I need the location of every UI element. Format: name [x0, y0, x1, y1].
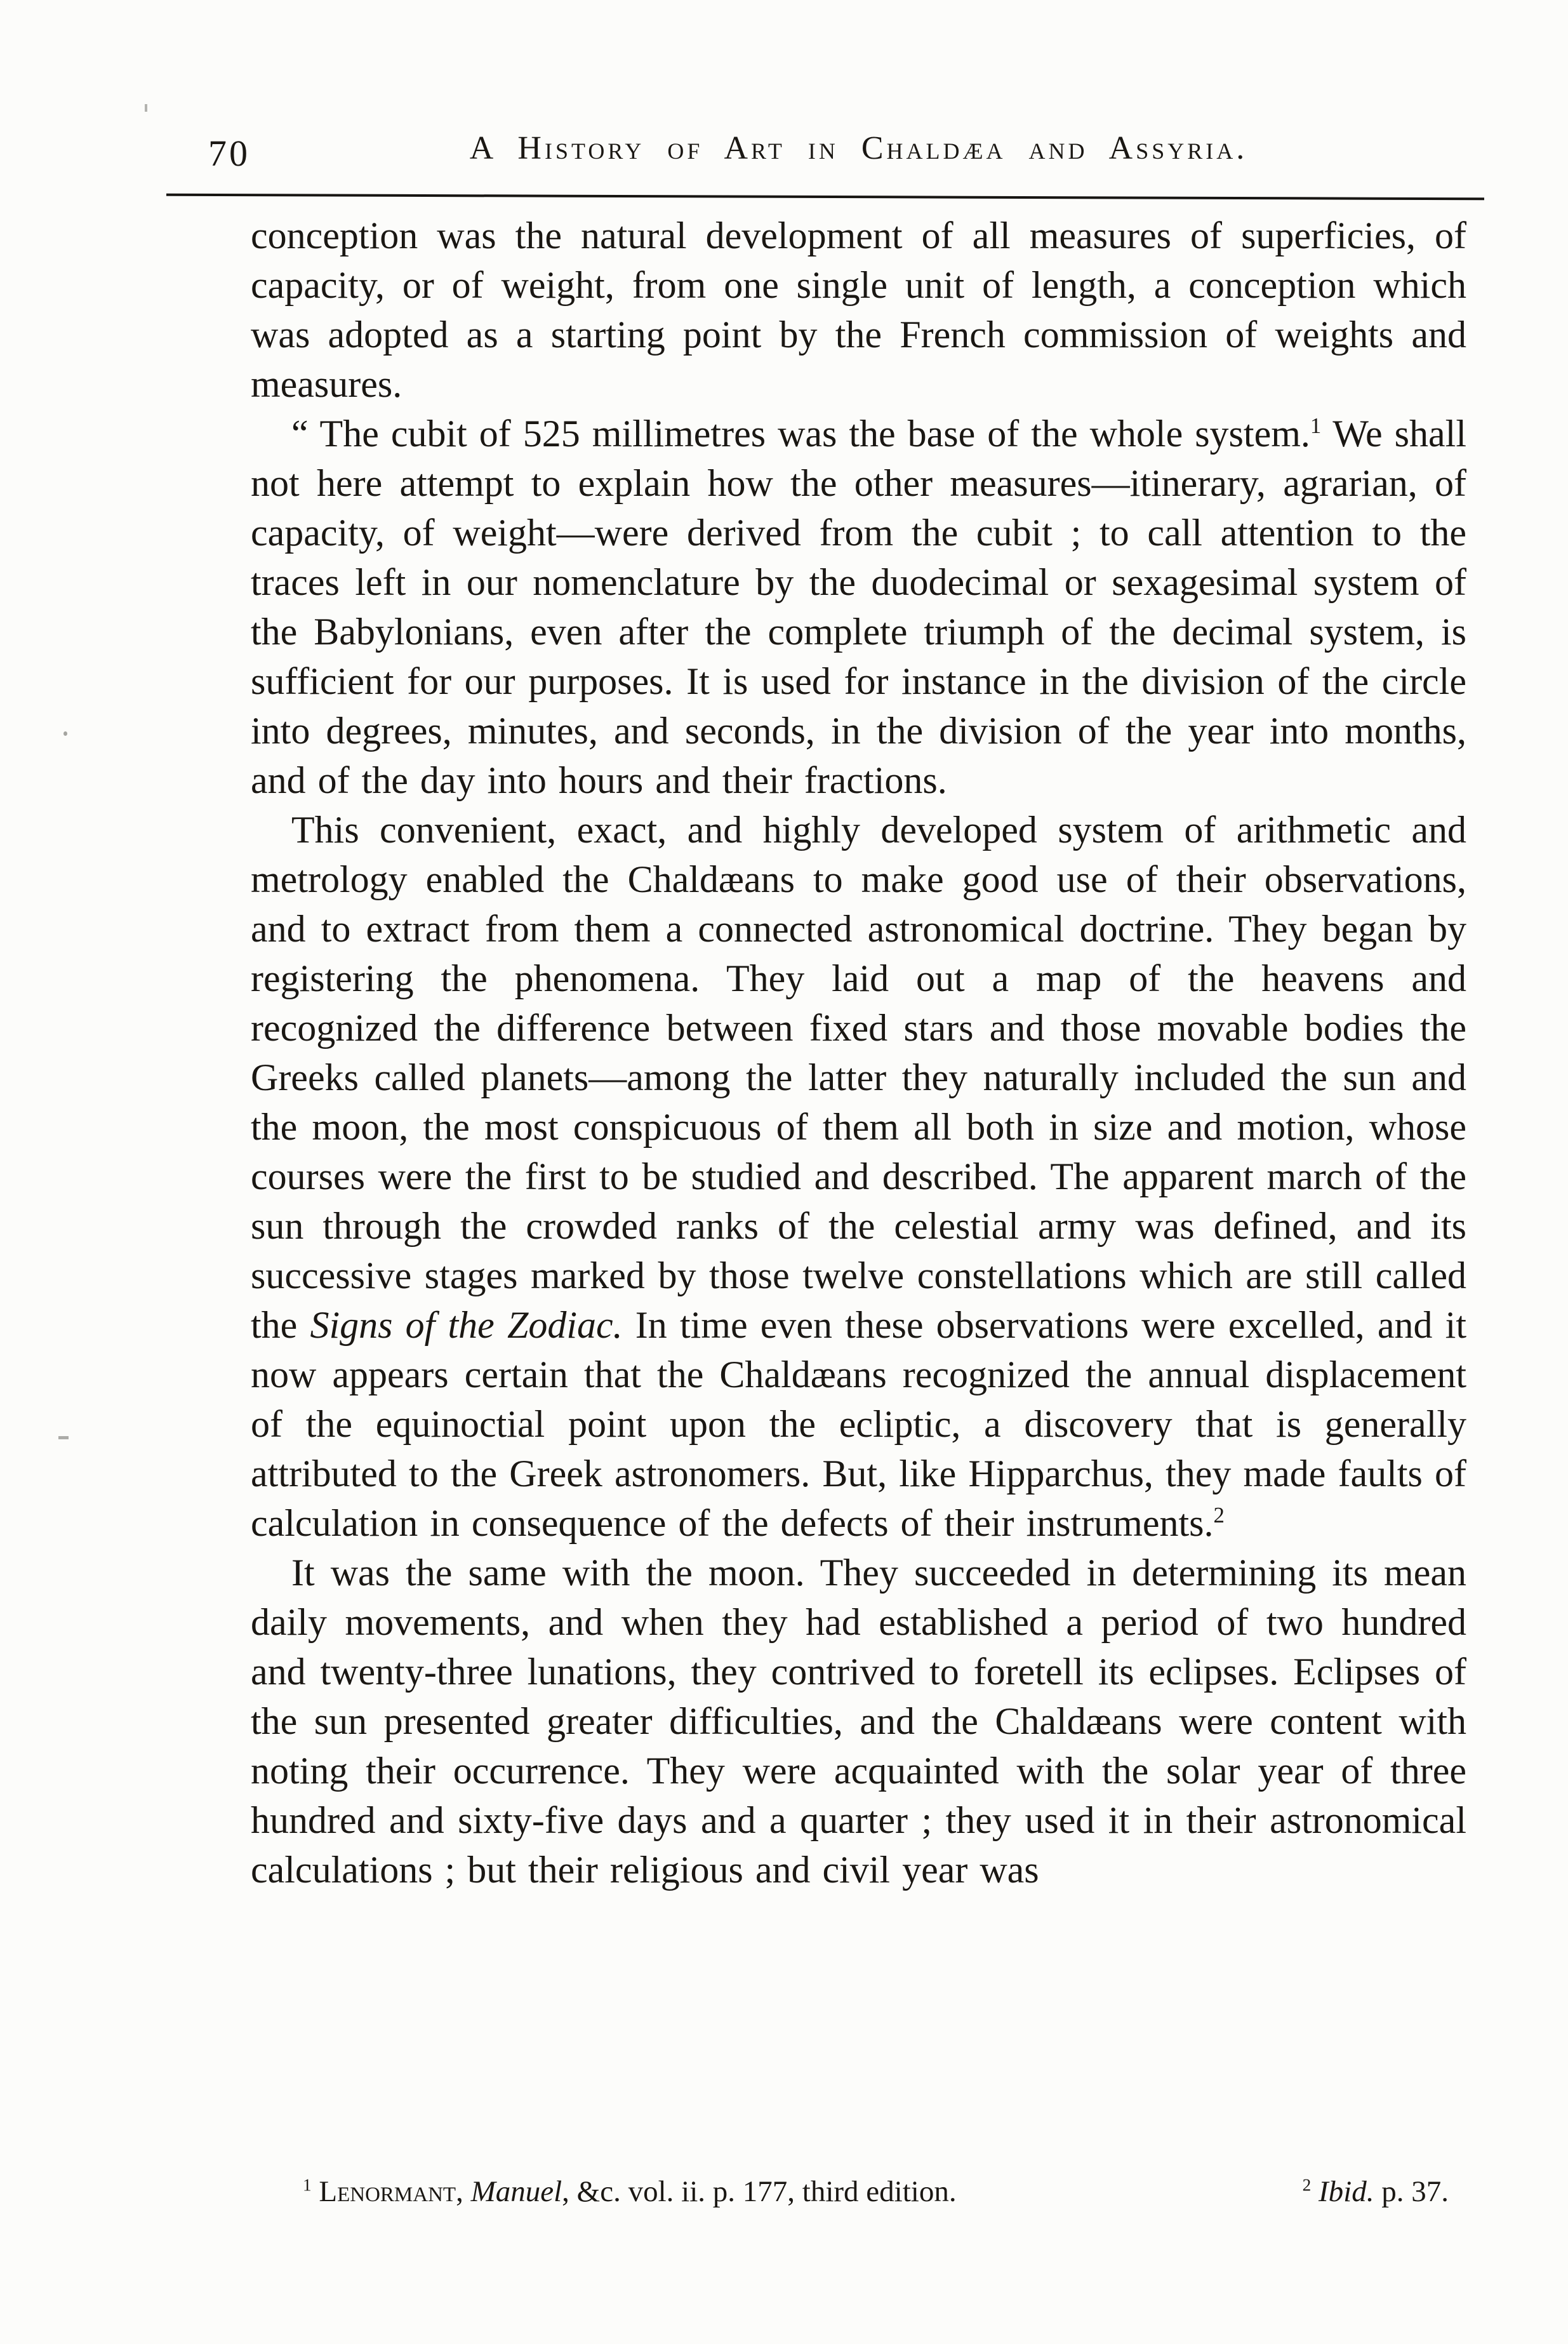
- scan-speck: [63, 731, 67, 736]
- footnotes: [251, 2173, 1466, 2211]
- body-paragraph: [251, 211, 1466, 409]
- footnote-text: Ibid.: [1319, 2175, 1374, 2208]
- text-run: “ The cubit of 525 millimetres was the base of the whole system.: [291, 413, 1310, 455]
- text-run: Signs of the Zodiac.: [310, 1304, 623, 1346]
- text-run: In time even these observations were excelled, and it now appears certain that the Chaldæans recognized the annual displacement of the equinoctial point upon the ecliptic, a discovery that is generally attributed to the Greek astronomers. But, like Hipparchus, they made faults of calculation in consequence of the defects of their instruments.: [251, 1304, 1466, 1544]
- footnote-ref: 1: [1310, 413, 1322, 438]
- footnote-text: ,: [456, 2175, 471, 2208]
- footnote-ref: 2: [1213, 1503, 1225, 1528]
- footnote-text: Lenormant: [319, 2175, 456, 2208]
- footnote-text: Manuel: [470, 2175, 562, 2208]
- footnote-marker: 2: [1302, 2175, 1312, 2195]
- body-paragraph: [251, 409, 1466, 805]
- body-paragraph: [251, 1548, 1466, 1895]
- page-number: 70: [208, 133, 250, 174]
- footnote: [1303, 2173, 1449, 2211]
- text-run: We shall not here attempt to explain how the other measures—itinerary, agrarian, of capacity, of weight—were derived from the cubit ; to call attention to the traces left in our nomenclature by the duodecimal or sexagesimal system of the Babylonians, even after the complete triumph of the decimal system, is sufficient for our purposes. It is used for instance in the division of the circle into degrees, minutes, and seconds, in the division of the year into months, and of the day into hours and their fractions.: [251, 413, 1466, 801]
- body-text: [251, 211, 1466, 1895]
- scan-speck: [145, 104, 147, 112]
- running-title: A History of Art in Chaldæa and Assyria.: [469, 130, 1248, 166]
- footnote: [303, 2173, 957, 2211]
- footnote-text: , &c. vol. ii. p. 177, third edition.: [562, 2175, 957, 2208]
- text-run: It was the same with the moon. They succeeded in determining its mean daily movements, and when they had established a period of two hundred and twenty-three lunations, they contrived to foretell its eclipses. Eclipses of the sun presented greater difficulties, and the Chaldæans were content with noting their occurrence. They were acquainted with the solar year of three hundred and sixty-five days and a quarter ; they used it in their astronomical calculations ; but their religious and civil year was: [251, 1552, 1466, 1891]
- header-rule: [166, 194, 1484, 201]
- footnote-text: p. 37.: [1374, 2175, 1449, 2208]
- text-run: conception was the natural development of all measures of superficies, of capacity, or of weight, from one single unit of length, a conception which was adopted as a starting point by the French commission of weights and measures.: [251, 215, 1466, 405]
- footnote-marker: 1: [303, 2175, 312, 2195]
- scan-speck: [58, 1436, 69, 1439]
- body-paragraph: [251, 805, 1466, 1548]
- page-header: [0, 127, 1568, 178]
- text-run: This convenient, exact, and highly developed system of arithmetic and metrology enabled the Chaldæans to make good use of their observations, and to extract from them a connected astronomical doctrine. They began by registering the phenomena. They laid out a map of the heavens and recognized the difference between fixed stars and those movable bodies the Greeks called planets—among the latter they naturally included the sun and the moon, the most conspicuous of them all both in size and motion, whose courses were the first to be studied and described. The apparent march of the sun through the crowded ranks of the celestial army was defined, and its successive stages marked by those twelve constellations which are still called the: [251, 809, 1466, 1346]
